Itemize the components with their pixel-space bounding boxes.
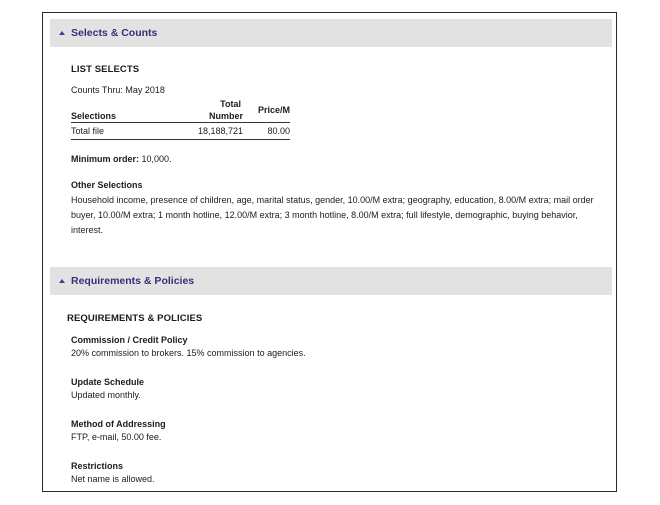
minimum-order [71, 153, 596, 166]
counts-thru: Counts Thru: May 2018 [71, 85, 165, 95]
selections-table [71, 98, 290, 140]
minimum-order-value: 10,000. [139, 154, 172, 164]
requirement-title: Commission / Credit Policy [71, 335, 188, 345]
requirement-text: 20% commission to brokers. 15% commission to agencies. [71, 348, 306, 358]
section-title: Selects & Counts [71, 27, 158, 39]
selects-counts-content [71, 63, 596, 238]
cell-price: 80.00 [267, 126, 290, 136]
other-selections-text: Household income, presence of children, age, marital status, gender, 10.00/M extra; geography, education, 8.00/M extra; mail order buyer, 10.00/M extra; 1 month hotline, 12.00/M extra; 3 month hotline, 8.00/M extra; full lifestyle, demographic, buying behavior, interest. [71, 195, 594, 235]
section-header-selects-counts[interactable] [50, 19, 612, 47]
collapse-triangle-icon [59, 279, 65, 283]
col-header-price: Price/M [257, 105, 290, 115]
requirement-text: Updated monthly. [71, 390, 141, 400]
requirement-item [71, 376, 306, 402]
document-frame [42, 12, 617, 492]
section-header-requirements-policies[interactable] [50, 267, 612, 295]
requirements-content [67, 312, 306, 486]
cell-selection: Total file [71, 126, 105, 136]
requirement-text: FTP, e-mail, 50.00 fee. [71, 432, 162, 442]
requirement-title: Update Schedule [71, 377, 145, 387]
requirement-item [71, 460, 306, 486]
cell-number: 18,188,721 [197, 126, 243, 136]
requirement-title: Method of Addressing [71, 419, 166, 429]
section-title: Requirements & Policies [71, 275, 195, 287]
minimum-order-label: Minimum order: [71, 154, 140, 164]
requirements-heading: REQUIREMENTS & POLICIES [67, 313, 203, 324]
requirement-item [71, 334, 306, 360]
requirement-text: Net name is allowed. [71, 474, 155, 484]
requirement-item [71, 418, 306, 444]
collapse-triangle-icon [59, 31, 65, 35]
col-header-selections: Selections [71, 111, 117, 121]
col-header-total-number: Total Number [208, 99, 243, 121]
requirement-title: Restrictions [71, 461, 124, 471]
table-row [71, 123, 290, 140]
other-selections-title: Other Selections [71, 180, 143, 190]
list-selects-heading: LIST SELECTS [71, 64, 140, 75]
